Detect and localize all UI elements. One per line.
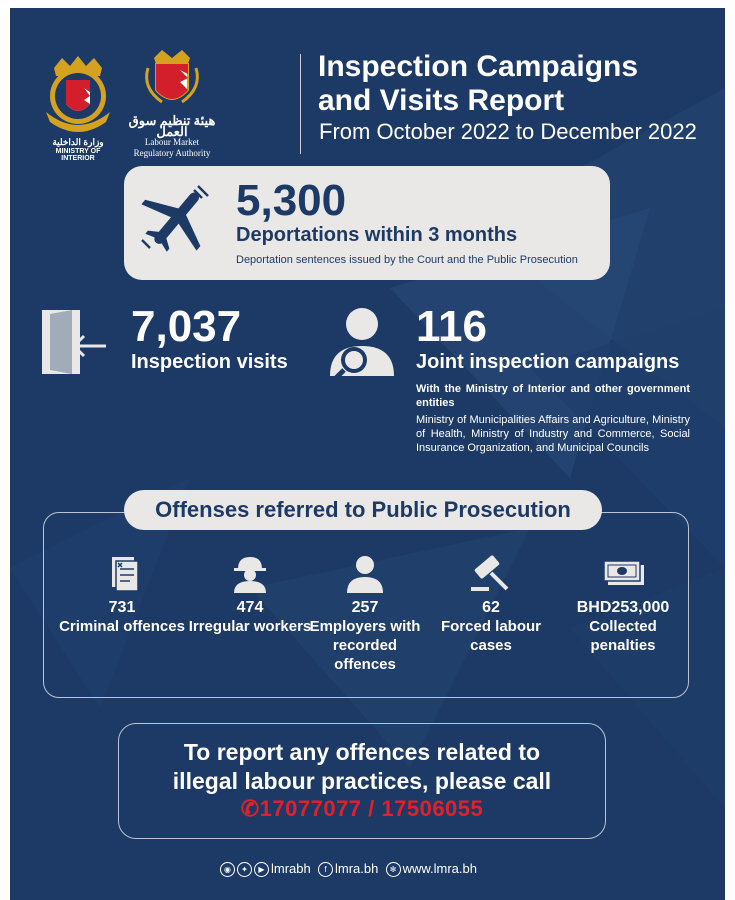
offence-value: 731 [108,599,136,616]
gavel-icon [469,553,513,593]
instagram-icon[interactable]: ◉ [220,862,235,877]
deportations-note: Deportation sentences issued by the Court and the Public Prosecution [236,254,578,266]
offence-item [426,553,556,655]
facebook-icon[interactable]: f [318,862,333,877]
lmra-emblem-icon [116,48,228,110]
deportations-label: Deportations within 3 months [236,224,518,246]
money-icon [598,553,648,593]
document-icon [102,553,142,593]
report-line2: illegal labour practices, please call [172,768,552,794]
offence-item [300,553,430,674]
deportations-value: 5,300 [236,176,347,225]
lmra-arabic-name: هيئة تنظيم سوق العمل [128,113,216,139]
moi-english-name: MINISTRY OF INTERIOR [55,148,101,162]
moi-arabic-name: وزارة الداخلية [52,137,104,147]
offence-label: Irregular workers [188,618,312,635]
offence-value: BHD253,000 [576,599,670,616]
inspection-visits-label: Inspection visits [131,351,288,373]
poster [10,8,725,900]
website-icon[interactable]: ✻ [386,862,401,877]
offence-value: 62 [482,599,500,616]
title-line1: Inspection Campaigns [318,50,639,83]
offence-value: 257 [351,599,379,616]
offence-label: Employers with recorded offences [309,618,421,673]
worker-helmet-icon [228,553,272,593]
offence-item [558,553,688,655]
offence-label: Collected penalties [589,618,657,654]
header-divider [300,54,301,154]
offence-item [183,553,317,636]
youtube-icon[interactable]: ▶ [254,862,269,877]
lmra-english-line1: Labour Market [144,137,200,147]
joint-campaigns-note-bold: With the Ministry of Interior and other government entities [416,383,690,409]
social-footer [220,861,560,877]
inspector-magnifier-icon [322,304,402,380]
social-handle[interactable]: lmrabh [271,861,311,876]
offence-value: 474 [236,599,264,616]
title-line2: and Visits Report [318,84,565,117]
deportations-card [124,166,610,280]
offenses-title: Offenses referred to Public Prosecution [124,490,602,530]
joint-campaigns-label: Joint inspection campaigns [416,351,680,373]
page-title [318,50,718,118]
page-subtitle: From October 2022 to December 2022 [319,119,697,144]
moi-logo [40,52,116,162]
phone-numbers[interactable]: 17077077 / 17506055 [259,796,484,821]
report-line1: To report any offences related to [183,739,541,765]
offence-label: Criminal offences [59,618,185,635]
report-box [118,723,606,839]
offence-item [57,553,187,636]
door-entry-icon [40,308,110,378]
website-link[interactable]: www.lmra.bh [402,861,477,876]
inspection-visits-value: 7,037 [131,302,242,351]
facebook-handle[interactable]: lmra.bh [334,861,379,876]
moi-emblem-icon [40,52,116,132]
joint-campaigns-note: Ministry of Municipalities Affairs and Agriculture, Ministry of Health, Ministry of Industry and Commerce, Social Insurance Organization, and Municipal Councils [416,414,690,454]
twitter-icon[interactable]: ✦ [237,862,252,877]
joint-campaigns-value: 116 [416,302,487,351]
person-icon [343,553,387,593]
report-phone[interactable] [119,796,605,822]
lmra-english-line2: Regulatory Authority [133,148,211,158]
phone-icon: ✆ [240,796,260,821]
airplane-icon [138,184,214,254]
lmra-logo [116,48,228,158]
offence-label: Forced labour cases [440,618,541,654]
